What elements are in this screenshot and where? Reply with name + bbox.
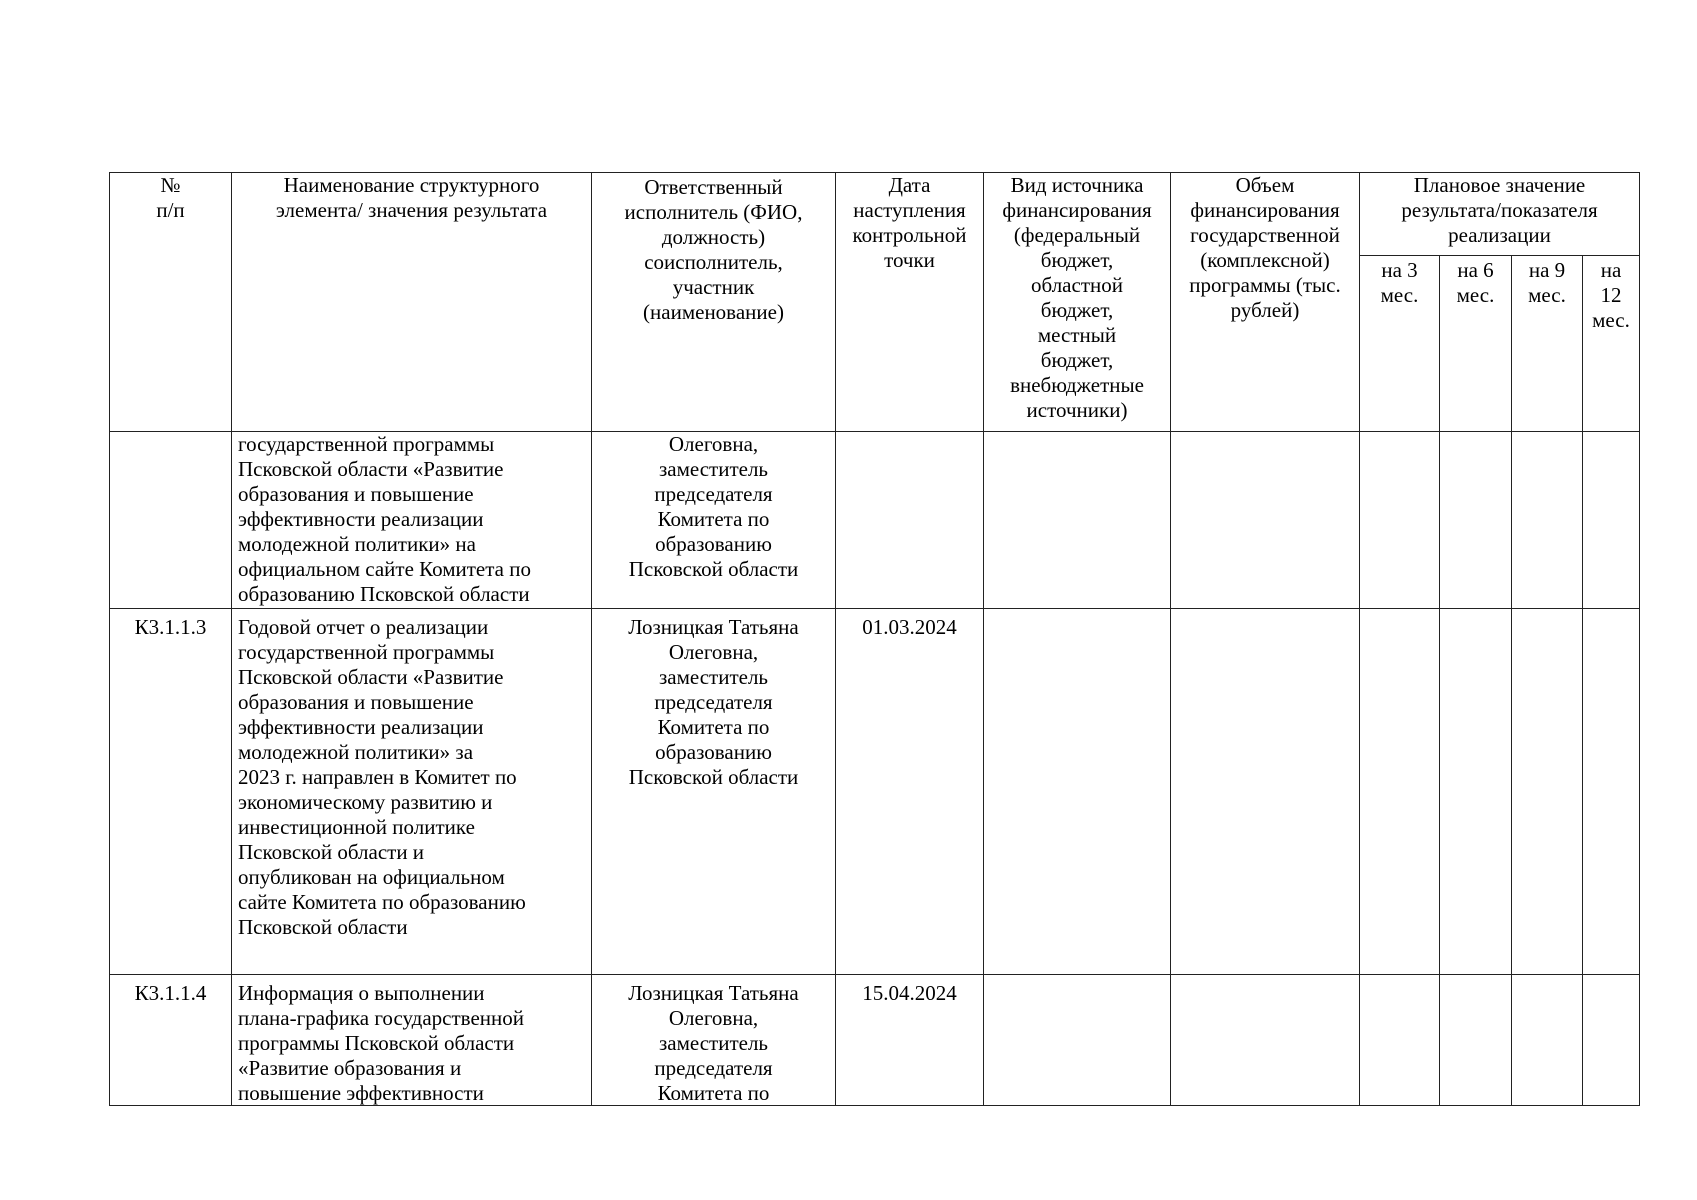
header-m9: на 9 мес. bbox=[1512, 256, 1583, 432]
row-volume bbox=[1171, 975, 1360, 1106]
row-m3 bbox=[1360, 432, 1440, 609]
header-num: № п/п bbox=[110, 173, 232, 432]
row-m12 bbox=[1583, 975, 1640, 1106]
header-volume: Объем финансирования государственной (комплексной) программы (тыс. рублей) bbox=[1171, 173, 1360, 432]
row-source bbox=[984, 432, 1171, 609]
header-planned: Плановое значение результата/показателя реализации bbox=[1360, 173, 1640, 256]
row-num: К3.1.1.3 bbox=[110, 609, 232, 975]
row-num bbox=[110, 432, 232, 609]
row-name: государственной программы Псковской области «Развитие образования и повышение эффективности реализации молодежной политики» на официальном сайте Комитета по образованию Псковской области bbox=[232, 432, 592, 609]
row-name: Годовой отчет о реализации государственной программы Псковской области «Развитие образования и повышение эффективности реализации молодежной политики» за 2023 г. направлен в Комитет по экономическому развитию и инвестиционной политике Псковской области и опубликован на официальном сайте Комитета по образованию Псковской области bbox=[232, 609, 592, 975]
row-date: 15.04.2024 bbox=[836, 975, 984, 1106]
row-m9 bbox=[1512, 975, 1583, 1106]
row-responsible: Лозницкая Татьяна Олеговна, заместитель председателя Комитета по образованию Псковской области bbox=[592, 609, 836, 975]
plan-table bbox=[109, 172, 1640, 1106]
table-row bbox=[110, 432, 1640, 609]
row-responsible: Лозницкая Татьяна Олеговна, заместитель председателя Комитета по bbox=[592, 975, 836, 1106]
header-m3: на 3 мес. bbox=[1360, 256, 1440, 432]
row-num: К3.1.1.4 bbox=[110, 975, 232, 1106]
row-m12 bbox=[1583, 609, 1640, 975]
row-m6 bbox=[1440, 975, 1512, 1106]
header-m6: на 6 мес. bbox=[1440, 256, 1512, 432]
row-date: 01.03.2024 bbox=[836, 609, 984, 975]
row-m6 bbox=[1440, 609, 1512, 975]
header-name: Наименование структурного элемента/ значения результата bbox=[232, 173, 592, 432]
row-source bbox=[984, 609, 1171, 975]
header-source: Вид источника финансирования (федеральный бюджет, областной бюджет, местный бюджет, внебюджетные источники) bbox=[984, 173, 1171, 432]
table-row bbox=[110, 975, 1640, 1106]
row-source bbox=[984, 975, 1171, 1106]
row-volume bbox=[1171, 432, 1360, 609]
row-m9 bbox=[1512, 432, 1583, 609]
row-m12 bbox=[1583, 432, 1640, 609]
row-responsible: Олеговна, заместитель председателя Комитета по образованию Псковской области bbox=[592, 432, 836, 609]
row-date bbox=[836, 432, 984, 609]
row-m3 bbox=[1360, 609, 1440, 975]
row-m6 bbox=[1440, 432, 1512, 609]
row-m3 bbox=[1360, 975, 1440, 1106]
row-name: Информация о выполнении плана-графика государственной программы Псковской области «Развитие образования и повышение эффективности bbox=[232, 975, 592, 1106]
row-m9 bbox=[1512, 609, 1583, 975]
table-row bbox=[110, 609, 1640, 975]
row-volume bbox=[1171, 609, 1360, 975]
header-date: Дата наступления контрольной точки bbox=[836, 173, 984, 432]
header-responsible: Ответственный исполнитель (ФИО, должность) соисполнитель, участник (наименование) bbox=[592, 173, 836, 432]
header-m12: на 12 мес. bbox=[1583, 256, 1640, 432]
